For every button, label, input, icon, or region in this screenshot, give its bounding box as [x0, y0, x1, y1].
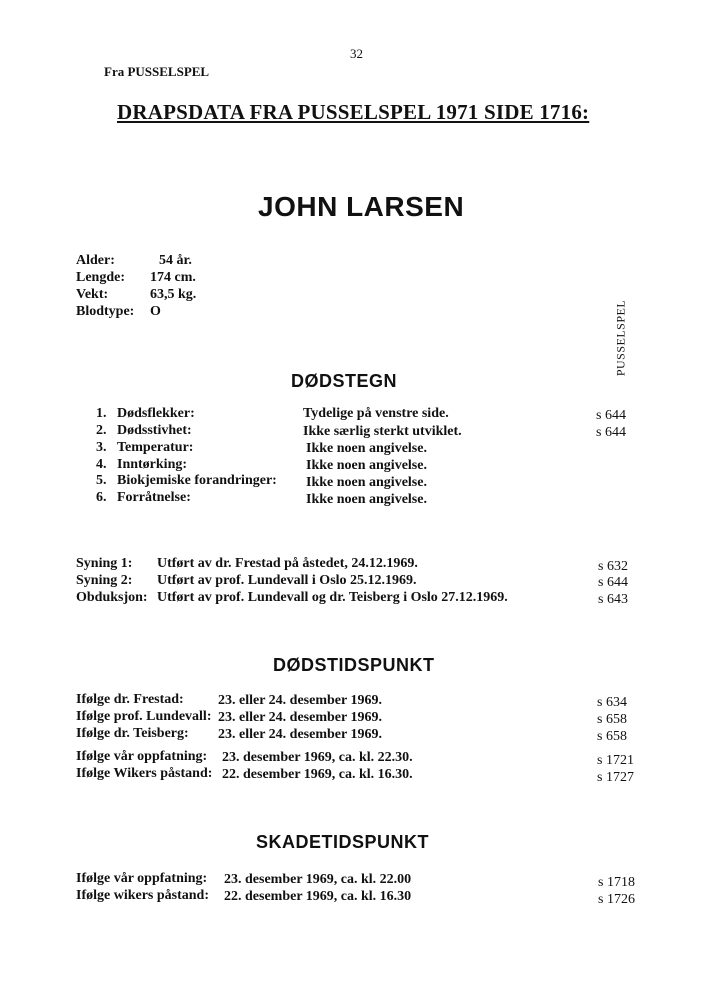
section-heading-skadetidspunkt: SKADETIDSPUNKT — [256, 832, 430, 852]
dodstegn-label: Temperatur: — [117, 440, 194, 455]
dodstegn-num: 5. — [96, 473, 107, 488]
dodstegn-value: Ikke noen angivelse. — [306, 458, 427, 473]
dodstegn-num: 4. — [96, 457, 107, 472]
dodstegn-num: 6. — [96, 490, 107, 505]
dodstid-value: 23. desember 1969, ca. kl. 22.30. — [222, 750, 413, 765]
dodstegn-label: Biokjemiske forandringer: — [117, 473, 277, 488]
dodstegn-label: Dødsstivhet: — [117, 423, 192, 438]
vital-value-bloodtype: O — [150, 304, 161, 319]
dodstid-value: 23. eller 24. desember 1969. — [218, 693, 382, 708]
dodstid-ref: s 1721 — [597, 753, 634, 768]
dodstegn-num: 1. — [96, 406, 107, 421]
dodstid-label: Ifølge prof. Lundevall: — [76, 709, 212, 724]
dodstegn-value: Ikke noen angivelse. — [306, 441, 427, 456]
section-heading-dodstidspunkt: DØDSTIDSPUNKT — [273, 655, 435, 675]
dodstegn-ref: s 644 — [596, 425, 626, 440]
source-label: Fra PUSSELSPEL — [104, 64, 210, 79]
side-label: PUSSELSPEL — [613, 299, 628, 377]
skadetid-value: 23. desember 1969, ca. kl. 22.00 — [224, 872, 412, 887]
dodstegn-value: Ikke særlig sterkt utviklet. — [303, 424, 462, 439]
dodstegn-num: 3. — [96, 440, 107, 455]
dodstegn-label: Inntørking: — [117, 457, 188, 472]
dodstegn-label: Dødsflekker: — [117, 406, 195, 421]
dodstid-value: 23. eller 24. desember 1969. — [218, 710, 382, 725]
dodstegn-ref: s 644 — [596, 408, 626, 423]
skadetid-label: Ifølge vår oppfatning: — [76, 871, 208, 886]
exam-ref: s 644 — [598, 575, 628, 590]
dodstid-label: Ifølge vår oppfatning: — [76, 749, 208, 764]
exam-ref: s 632 — [598, 559, 628, 574]
exam-value: Utført av prof. Lundevall i Oslo 25.12.1969. — [157, 573, 417, 588]
page-number: 32 — [350, 46, 363, 61]
dodstegn-num: 2. — [96, 423, 107, 438]
skadetid-ref: s 1726 — [598, 892, 635, 907]
document-title: DRAPSDATA FRA PUSSELSPEL 1971 SIDE 1716: — [117, 100, 590, 124]
section-heading-dodstegn: DØDSTEGN — [291, 371, 398, 391]
vital-value-weight: 63,5 kg. — [150, 287, 197, 302]
exam-label: Obduksjon: — [76, 590, 148, 605]
vital-label-bloodtype: Blodtype: — [76, 304, 135, 319]
exam-value: Utført av dr. Frestad på åstedet, 24.12.1969. — [157, 556, 418, 571]
dodstid-ref: s 658 — [597, 729, 627, 744]
dodstegn-label: Forråtnelse: — [117, 490, 191, 505]
dodstid-label: Ifølge dr. Teisberg: — [76, 726, 189, 741]
exam-value: Utført av prof. Lundevall og dr. Teisberg i Oslo 27.12.1969. — [157, 590, 508, 605]
exam-label: Syning 1: — [76, 556, 133, 571]
dodstegn-value: Tydelige på venstre side. — [303, 406, 449, 421]
vital-label-height: Lengde: — [76, 270, 125, 285]
skadetid-label: Ifølge wikers påstand: — [76, 888, 210, 903]
dodstegn-value: Ikke noen angivelse. — [306, 475, 427, 490]
exam-label: Syning 2: — [76, 573, 133, 588]
dodstid-value: 22. desember 1969, ca. kl. 16.30. — [222, 767, 413, 782]
dodstid-label: Ifølge Wikers påstand: — [76, 766, 213, 781]
vital-value-height: 174 cm. — [150, 270, 196, 285]
skadetid-value: 22. desember 1969, ca. kl. 16.30 — [224, 889, 412, 904]
vital-label-age: Alder: — [76, 253, 115, 268]
dodstegn-value: Ikke noen angivelse. — [306, 492, 427, 507]
vital-label-weight: Vekt: — [76, 287, 109, 302]
dodstid-label: Ifølge dr. Frestad: — [76, 692, 184, 707]
dodstid-ref: s 1727 — [597, 770, 634, 785]
skadetid-ref: s 1718 — [598, 875, 635, 890]
exam-ref: s 643 — [598, 592, 628, 607]
dodstid-value: 23. eller 24. desember 1969. — [218, 727, 382, 742]
vital-value-age: 54 år. — [159, 253, 192, 268]
dodstid-ref: s 634 — [597, 695, 627, 710]
person-name: JOHN LARSEN — [258, 191, 465, 222]
dodstid-ref: s 658 — [597, 712, 627, 727]
